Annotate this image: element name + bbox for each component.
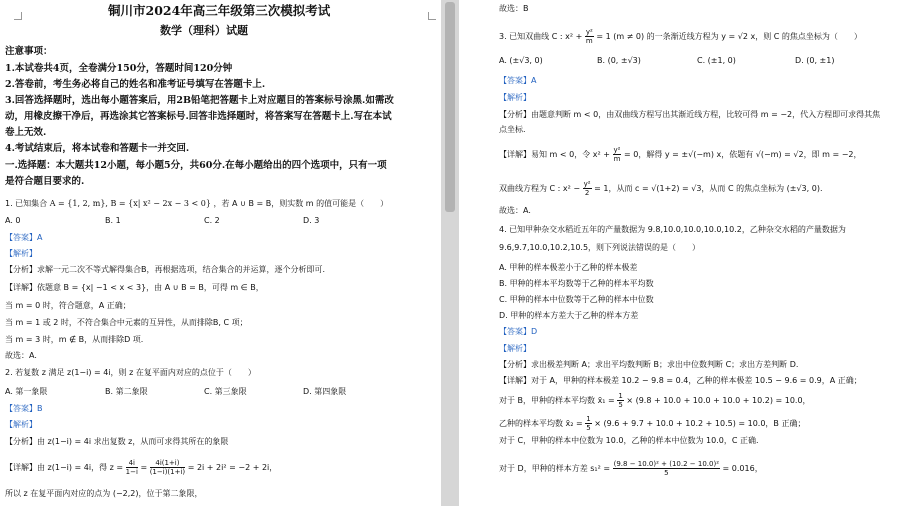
q1-stem-part: ，若 A ∪ B = B，则实数 m 的值可能是（ ） bbox=[213, 199, 389, 208]
q4-fraction bbox=[585, 415, 591, 432]
q4-line-part: 对于 B，甲种的样本平均数 x̄₁ = bbox=[499, 396, 615, 405]
q4-line-part: 乙种的样本平均数 x̄₂ = bbox=[499, 419, 583, 428]
note-line: 2.答卷前，考生务必将自己的姓名和准考证号填写在答题卡上. bbox=[5, 79, 266, 90]
fraction-denominator: 5 bbox=[586, 424, 591, 432]
q1-option-a: A. 0 bbox=[5, 216, 21, 225]
question-1-stem bbox=[5, 198, 388, 209]
q1-detail-line: 当 m = 1 或 2 时，不符合集合中元素的互异性，从而排除B, C 项； bbox=[5, 318, 248, 327]
q3-detail-part: = 0，解得 y = ±√(−m) x，依题有 √(−m) = √2，即 m = −2， bbox=[624, 150, 862, 159]
q1-set-expression: A = {1, 2, m}, B = {x| x² − 2x − 3 < 0} bbox=[49, 199, 211, 208]
fraction-denominator: 2 bbox=[584, 189, 590, 197]
fraction-denominator: 1−i bbox=[125, 468, 138, 476]
fraction-denominator: 5 bbox=[618, 401, 623, 409]
section-heading: 一.选择题：本大题共12小题，每小题5分，共60分.在每小题给出的四个选项中，只有一项 bbox=[5, 160, 387, 171]
q3-stem-part: 3. 已知双曲线 C : x² + bbox=[499, 32, 583, 41]
q2-detail-part: = 2i + 2i² = −2 + 2i， bbox=[187, 463, 278, 472]
q3-line-fraction bbox=[583, 180, 592, 197]
document-subtitle: 数学（理科）试题 bbox=[160, 24, 248, 37]
q3-detail-part: 【详解】易知 m < 0，令 x² + bbox=[499, 150, 610, 159]
q4-option-b: B. 甲种的样本平均数等于乙种的样本平均数 bbox=[499, 279, 654, 288]
q4-detail-b1 bbox=[499, 392, 811, 409]
document-title: 铜川市2024年高三年级第三次模拟考试 bbox=[108, 3, 331, 18]
q1-stem-part: 1. 已知集合 bbox=[5, 199, 48, 208]
q2-option-a: A. 第一象限 bbox=[5, 387, 48, 396]
q4-line-part: × (9.6 + 9.7 + 10.0 + 10.2 + 10.5) = 10.0，B 正确； bbox=[594, 419, 806, 428]
q2-option-c: C. 第三象限 bbox=[204, 387, 247, 396]
note-line: 1.本试卷共4页，全卷满分150分，答题时间120分钟 bbox=[5, 63, 233, 74]
q3-line-part: = 1，从而 c = √(1+2) = √3，从而 C 的焦点坐标为 (±√3, 0). bbox=[594, 184, 823, 193]
fraction-denominator: (1−i)(1+i) bbox=[149, 468, 186, 476]
q2-analysis: 【分析】由 z(1−i) = 4i 求出复数 z，从而可求得其所在的象限 bbox=[5, 437, 229, 446]
fraction-numerator: 1 bbox=[618, 392, 623, 400]
q3-answer: 【答案】A bbox=[499, 76, 537, 85]
note-line: 3.回答选择题时，选出每小题答案后，用2B铅笔把答题卡上对应题目的答案标号涂黑.如需改 bbox=[5, 95, 394, 106]
fraction-numerator: y² bbox=[613, 146, 621, 154]
crop-mark bbox=[428, 12, 436, 20]
notes-heading: 注意事项： bbox=[5, 46, 53, 57]
q1-analysis: 【分析】求解一元二次不等式解得集合B，再根据选项，结合集合的并运算，逐个分析即可. bbox=[5, 265, 326, 274]
q4-detail-b2 bbox=[499, 415, 805, 432]
scrollbar-thumb[interactable] bbox=[445, 2, 455, 212]
q2-conclusion: 所以 z 在复平面内对应的点为 (−2,2)，位于第二象限， bbox=[5, 489, 203, 498]
question-4-stem: 4. 已知甲种杂交水稻近五年的产量数据为 9.8,10.0,10.0,10.0,10.2，乙种杂交水稻的产量数据为 bbox=[499, 225, 846, 234]
fraction-numerator: y² bbox=[585, 28, 593, 36]
q1-analysis-tag: 【解析】 bbox=[5, 249, 37, 258]
q1-detail: 【详解】依题意 B = {x| −1 < x < 3}，由 A ∪ B = B，可得 m ∈ B， bbox=[5, 283, 264, 292]
q4-option-a: A. 甲种的样本极差小于乙种的样本极差 bbox=[499, 263, 638, 272]
q3-choose: 故选：A. bbox=[499, 206, 531, 215]
q2-choose: 故选：B bbox=[499, 4, 529, 13]
document-page-left bbox=[0, 0, 441, 506]
q2-option-b: B. 第二象限 bbox=[105, 387, 148, 396]
fraction-denominator: m bbox=[613, 155, 621, 163]
q3-option-c: C. (±1, 0) bbox=[697, 56, 736, 65]
q3-analysis: 【分析】由题意判断 m < 0，由双曲线方程写出其渐近线方程，比较可得 m = −2，代入方程即可求得其焦 bbox=[499, 110, 881, 119]
q1-choose: 故选：A. bbox=[5, 351, 37, 360]
fraction-numerator: y² bbox=[583, 180, 591, 188]
q1-option-d: D. 3 bbox=[303, 216, 320, 225]
q3-analysis-cont: 点坐标. bbox=[499, 125, 526, 134]
q3-stem-part: = 1 (m ≠ 0) 的一条渐近线方程为 y = √2 x，则 C 的焦点坐标为（ ） bbox=[596, 32, 862, 41]
q4-detail: 【详解】对于 A，甲种的样本极差 10.2 − 9.8 = 0.4，乙种的样本极差 10.5 − 9.6 = 0.9，A 正确； bbox=[499, 376, 862, 385]
question-3-stem bbox=[499, 28, 862, 45]
q1-answer: 【答案】A bbox=[5, 233, 43, 242]
q1-option-c: C. 2 bbox=[204, 216, 220, 225]
q4-option-d: D. 甲种的样本方差大于乙种的样本方差 bbox=[499, 311, 639, 320]
fraction-denominator: 5 bbox=[664, 469, 669, 477]
document-page-right bbox=[459, 0, 900, 506]
q3-detail bbox=[499, 146, 862, 163]
q2-detail bbox=[5, 459, 277, 476]
note-line: 4.考试结束后，将本试卷和答题卡一并交回. bbox=[5, 143, 190, 154]
q3-line-part: 双曲线方程为 C : x² − bbox=[499, 184, 581, 193]
q4-analysis-tag: 【解析】 bbox=[499, 344, 531, 353]
fraction-numerator: 1 bbox=[586, 415, 591, 423]
fraction-denominator: m bbox=[585, 37, 593, 45]
section-heading: 是符合题目要求的. bbox=[5, 176, 85, 187]
q4-line-part: = 0.016， bbox=[722, 464, 763, 473]
q4-variance-fraction bbox=[613, 460, 720, 477]
q1-detail-line: 当 m = 0 时，符合题意，A 正确； bbox=[5, 301, 131, 310]
q3-fraction bbox=[585, 28, 594, 45]
q3-option-a: A. (±√3, 0) bbox=[499, 56, 543, 65]
q2-analysis-tag: 【解析】 bbox=[5, 420, 37, 429]
q4-detail-d bbox=[499, 460, 763, 477]
q3-analysis-tag: 【解析】 bbox=[499, 93, 531, 102]
q1-detail-line: 当 m = 3 时，m ∉ B，从而排除D 项. bbox=[5, 335, 144, 344]
crop-mark bbox=[14, 12, 22, 20]
note-line: 卷上无效. bbox=[5, 127, 47, 138]
q4-answer: 【答案】D bbox=[499, 327, 538, 336]
q3-option-d: D. (0, ±1) bbox=[795, 56, 835, 65]
q4-line-part: 对于 D，甲种的样本方差 s₁² = bbox=[499, 464, 611, 473]
q2-detail-part: 【详解】由 z(1−i) = 4i，得 z = bbox=[5, 463, 124, 472]
q4-analysis: 【分析】求出极差判断 A；求出平均数判断 B；求出中位数判断 C；求出方差判断 D. bbox=[499, 360, 799, 369]
q3-detail-line bbox=[499, 180, 823, 197]
q4-line-part: × (9.8 + 10.0 + 10.0 + 10.0 + 10.2) = 10.0， bbox=[626, 396, 811, 405]
q4-option-c: C. 甲种的样本中位数等于乙种的样本中位数 bbox=[499, 295, 654, 304]
q4-detail-c: 对于 C，甲种的样本中位数为 10.0，乙种的样本中位数为 10.0，C 正确. bbox=[499, 436, 759, 445]
q2-option-d: D. 第四象限 bbox=[303, 387, 347, 396]
question-2-stem: 2. 若复数 z 满足 z(1−i) = 4i，则 z 在复平面内对应的点位于（ ） bbox=[5, 368, 256, 377]
q2-fraction-2 bbox=[150, 459, 185, 476]
q1-option-b: B. 1 bbox=[105, 216, 121, 225]
fraction-numerator: (9.8 − 10.0)² + (10.2 − 10.0)² bbox=[613, 460, 719, 468]
q3-detail-fraction bbox=[613, 146, 622, 163]
note-line: 动，用橡皮擦干净后，再选涂其它答案标号.回答非选择题时，将答案写在答题卡上.写在本试 bbox=[5, 111, 392, 122]
q2-fraction-1 bbox=[126, 459, 138, 476]
q2-equals: = bbox=[140, 463, 148, 472]
fraction-numerator: 4i(1+i) bbox=[150, 459, 185, 468]
q2-answer: 【答案】B bbox=[5, 404, 43, 413]
q3-option-b: B. (0, ±√3) bbox=[597, 56, 641, 65]
question-4-stem-cont: 9.6,9.7,10.0,10.2,10.5，则下列说法错误的是（ ） bbox=[499, 243, 701, 252]
fraction-numerator: 4i bbox=[126, 459, 138, 468]
q4-fraction bbox=[617, 392, 623, 409]
